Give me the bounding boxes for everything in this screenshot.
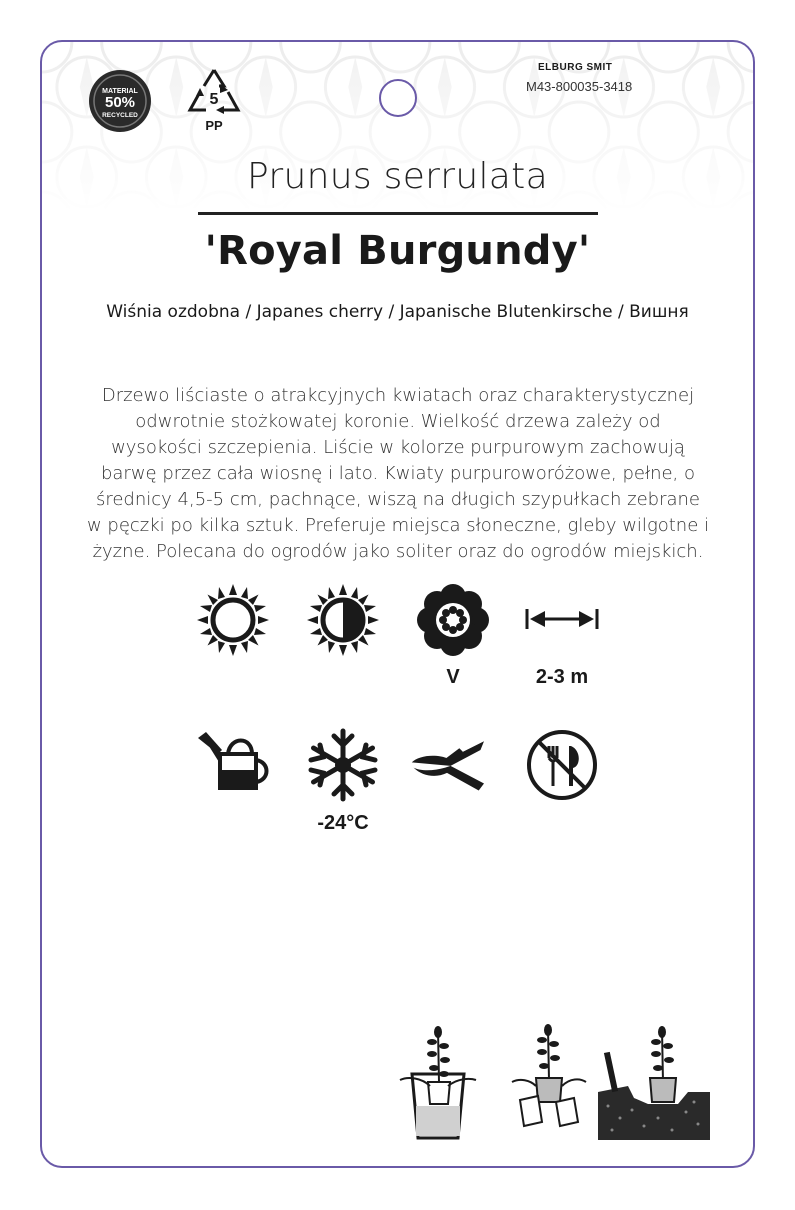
description-line: barwę przez cała wiosnę i lato. Kwiaty purpuroworóżowe, pełne, o xyxy=(100,463,696,484)
description-line: żyzne. Polecana do ogrodów jako soliter oraz do ogrodów miejskich. xyxy=(92,541,704,562)
full-sun-icon xyxy=(196,583,270,657)
hanging-hole xyxy=(379,79,417,117)
description-line: odwrotnie stożkowatej koronie. Wielkość drzewa zależy od xyxy=(135,411,661,432)
badge-top-text: MATERIAL xyxy=(102,88,138,95)
description-line: w pęczki po kilka sztuk. Preferuje miejsca słoneczne, gleby wilgotne i xyxy=(86,515,710,536)
flowering-month-label: V xyxy=(446,666,460,688)
description-line: wysokości szczepienia. Liście w kolorze purpurowym zachowują xyxy=(111,437,685,458)
common-names: Wiśnia ozdobna / Japanes cherry / Japanische Blutenkirsche / Вишня xyxy=(106,302,689,322)
cultivar-name: 'Royal Burgundy' xyxy=(204,228,591,274)
description-line: średnicy 4,5-5 cm, pachnące, wiszą na długich szypułkach zebrane xyxy=(95,489,701,510)
remove-pot-icon xyxy=(508,1022,588,1132)
flower-icon xyxy=(416,583,490,657)
brand-logo xyxy=(538,62,612,73)
badge-percent-text: 50% xyxy=(104,94,136,111)
width-arrow-icon xyxy=(525,583,599,657)
snowflake-icon xyxy=(306,728,380,802)
brand-name: ELBURG SMIT xyxy=(538,62,613,73)
product-code: M43-800035-3418 xyxy=(526,79,633,94)
pot-soak-icon xyxy=(398,1022,478,1140)
recycled-material-badge-icon xyxy=(88,69,152,133)
recycle-number: 5 xyxy=(209,91,219,108)
not-edible-icon xyxy=(525,728,599,802)
recycle-material: PP xyxy=(205,118,223,133)
plant-label-card xyxy=(40,40,755,1168)
description-line: Drzewo liściaste o atrakcyjnych kwiatach oraz charakterystycznej xyxy=(101,385,695,406)
watering-can-icon xyxy=(196,728,270,802)
plant-description xyxy=(78,383,718,565)
plant-width-label: 2-3 m xyxy=(535,666,589,688)
badge-bottom-text: RECYCLED xyxy=(102,112,138,119)
latin-name: Prunus serrulata xyxy=(247,156,548,197)
min-temperature-label: -24°C xyxy=(317,812,369,834)
recycle-pp-icon xyxy=(184,66,244,134)
plant-in-ground-icon xyxy=(598,1022,710,1140)
half-shade-icon xyxy=(306,583,380,657)
title-divider xyxy=(198,212,598,215)
pruning-shears-icon xyxy=(410,728,484,802)
